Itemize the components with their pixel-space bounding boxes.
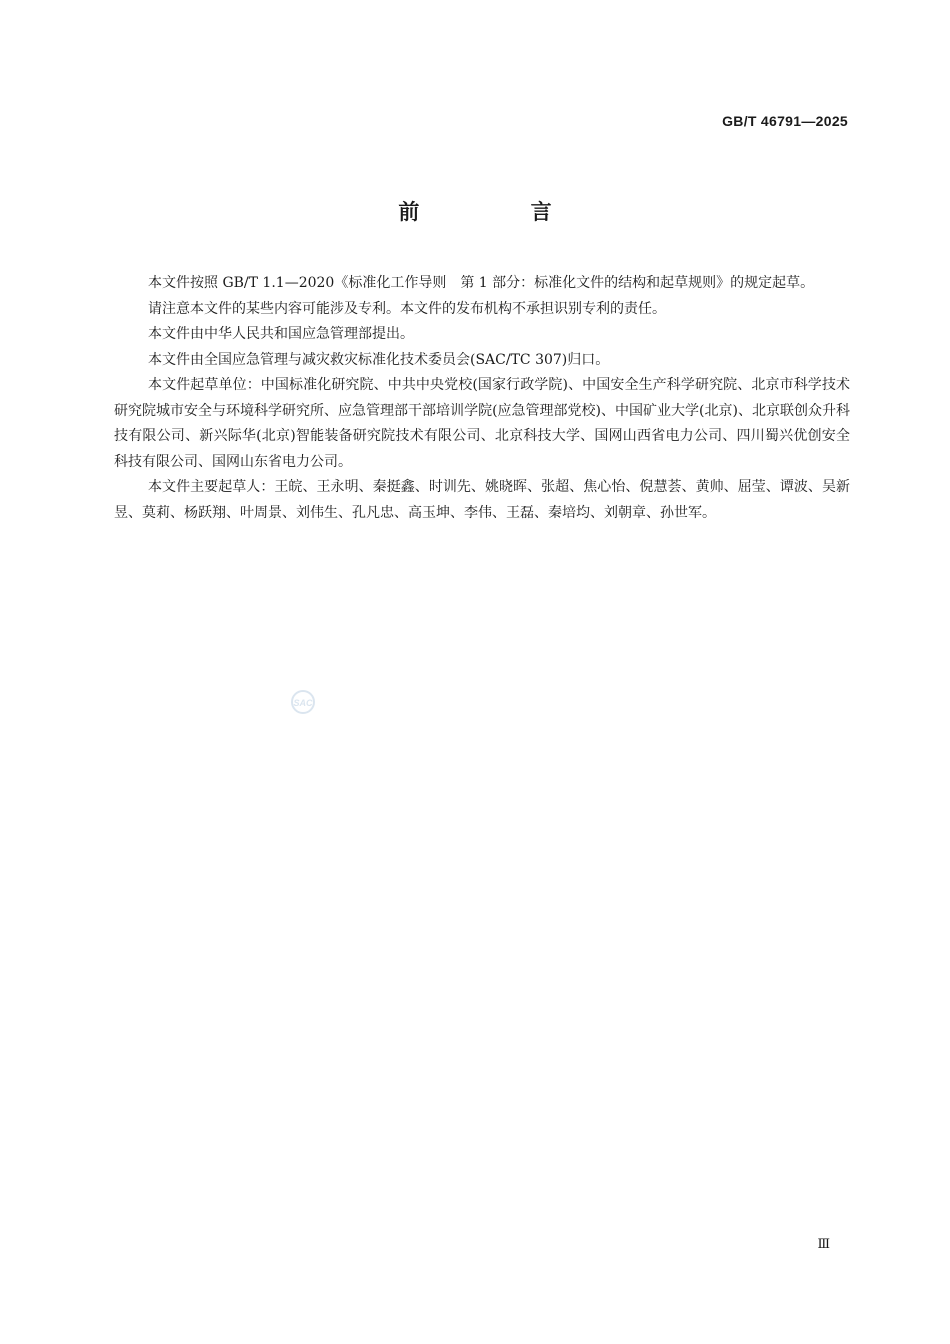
sac-watermark-logo: [289, 690, 317, 714]
document-number: GB/T 46791—2025: [722, 113, 848, 129]
paragraph-drafting-rules: 本文件按照 GB/T 1.1—2020《标准化工作导则 第 1 部分：标准化文件的结构和起草规则》的规定起草。: [148, 275, 815, 291]
paragraph-technical-committee: 本文件由全国应急管理与减灾救灾标准化技术委员会(SAC/TC 307)归口。: [148, 351, 610, 368]
page-title: 前 言: [398, 200, 604, 224]
paragraph-drafters: 本文件主要起草人：王皖、王永明、秦挺鑫、时训先、姚晓晖、张超、焦心怡、倪慧荟、黄帅、屈莹、谭波、吴新昱、莫莉、杨跃翔、叶周景、刘伟生、孔凡忠、高玉坤、李伟、王磊、秦培均、刘朝章、孙世军。: [114, 479, 850, 521]
paragraph-patent-notice: 请注意本文件的某些内容可能涉及专利。本文件的发布机构不承担识别专利的责任。: [148, 300, 666, 317]
page-number: Ⅲ: [817, 1236, 830, 1251]
svg-text:SAC: SAC: [293, 698, 313, 708]
paragraph-drafting-organizations: 本文件起草单位：中国标准化研究院、中共中央党校(国家行政学院)、中国安全生产科学研究院、北京市科学技术研究院城市安全与环境科学研究所、应急管理部干部培训学院(应急管理部党校)、中国矿业大学(北京)、北京联创众升科技有限公司、新兴际华(北京)智能装备研究院技术有限公司、北京科技大学、国网山西省电力公司、四川蜀兴优创安全科技有限公司、国网山东省电力公司。: [114, 377, 850, 470]
foreword-body: [114, 271, 850, 526]
paragraph-proposer: 本文件由中华人民共和国应急管理部提出。: [148, 326, 414, 342]
